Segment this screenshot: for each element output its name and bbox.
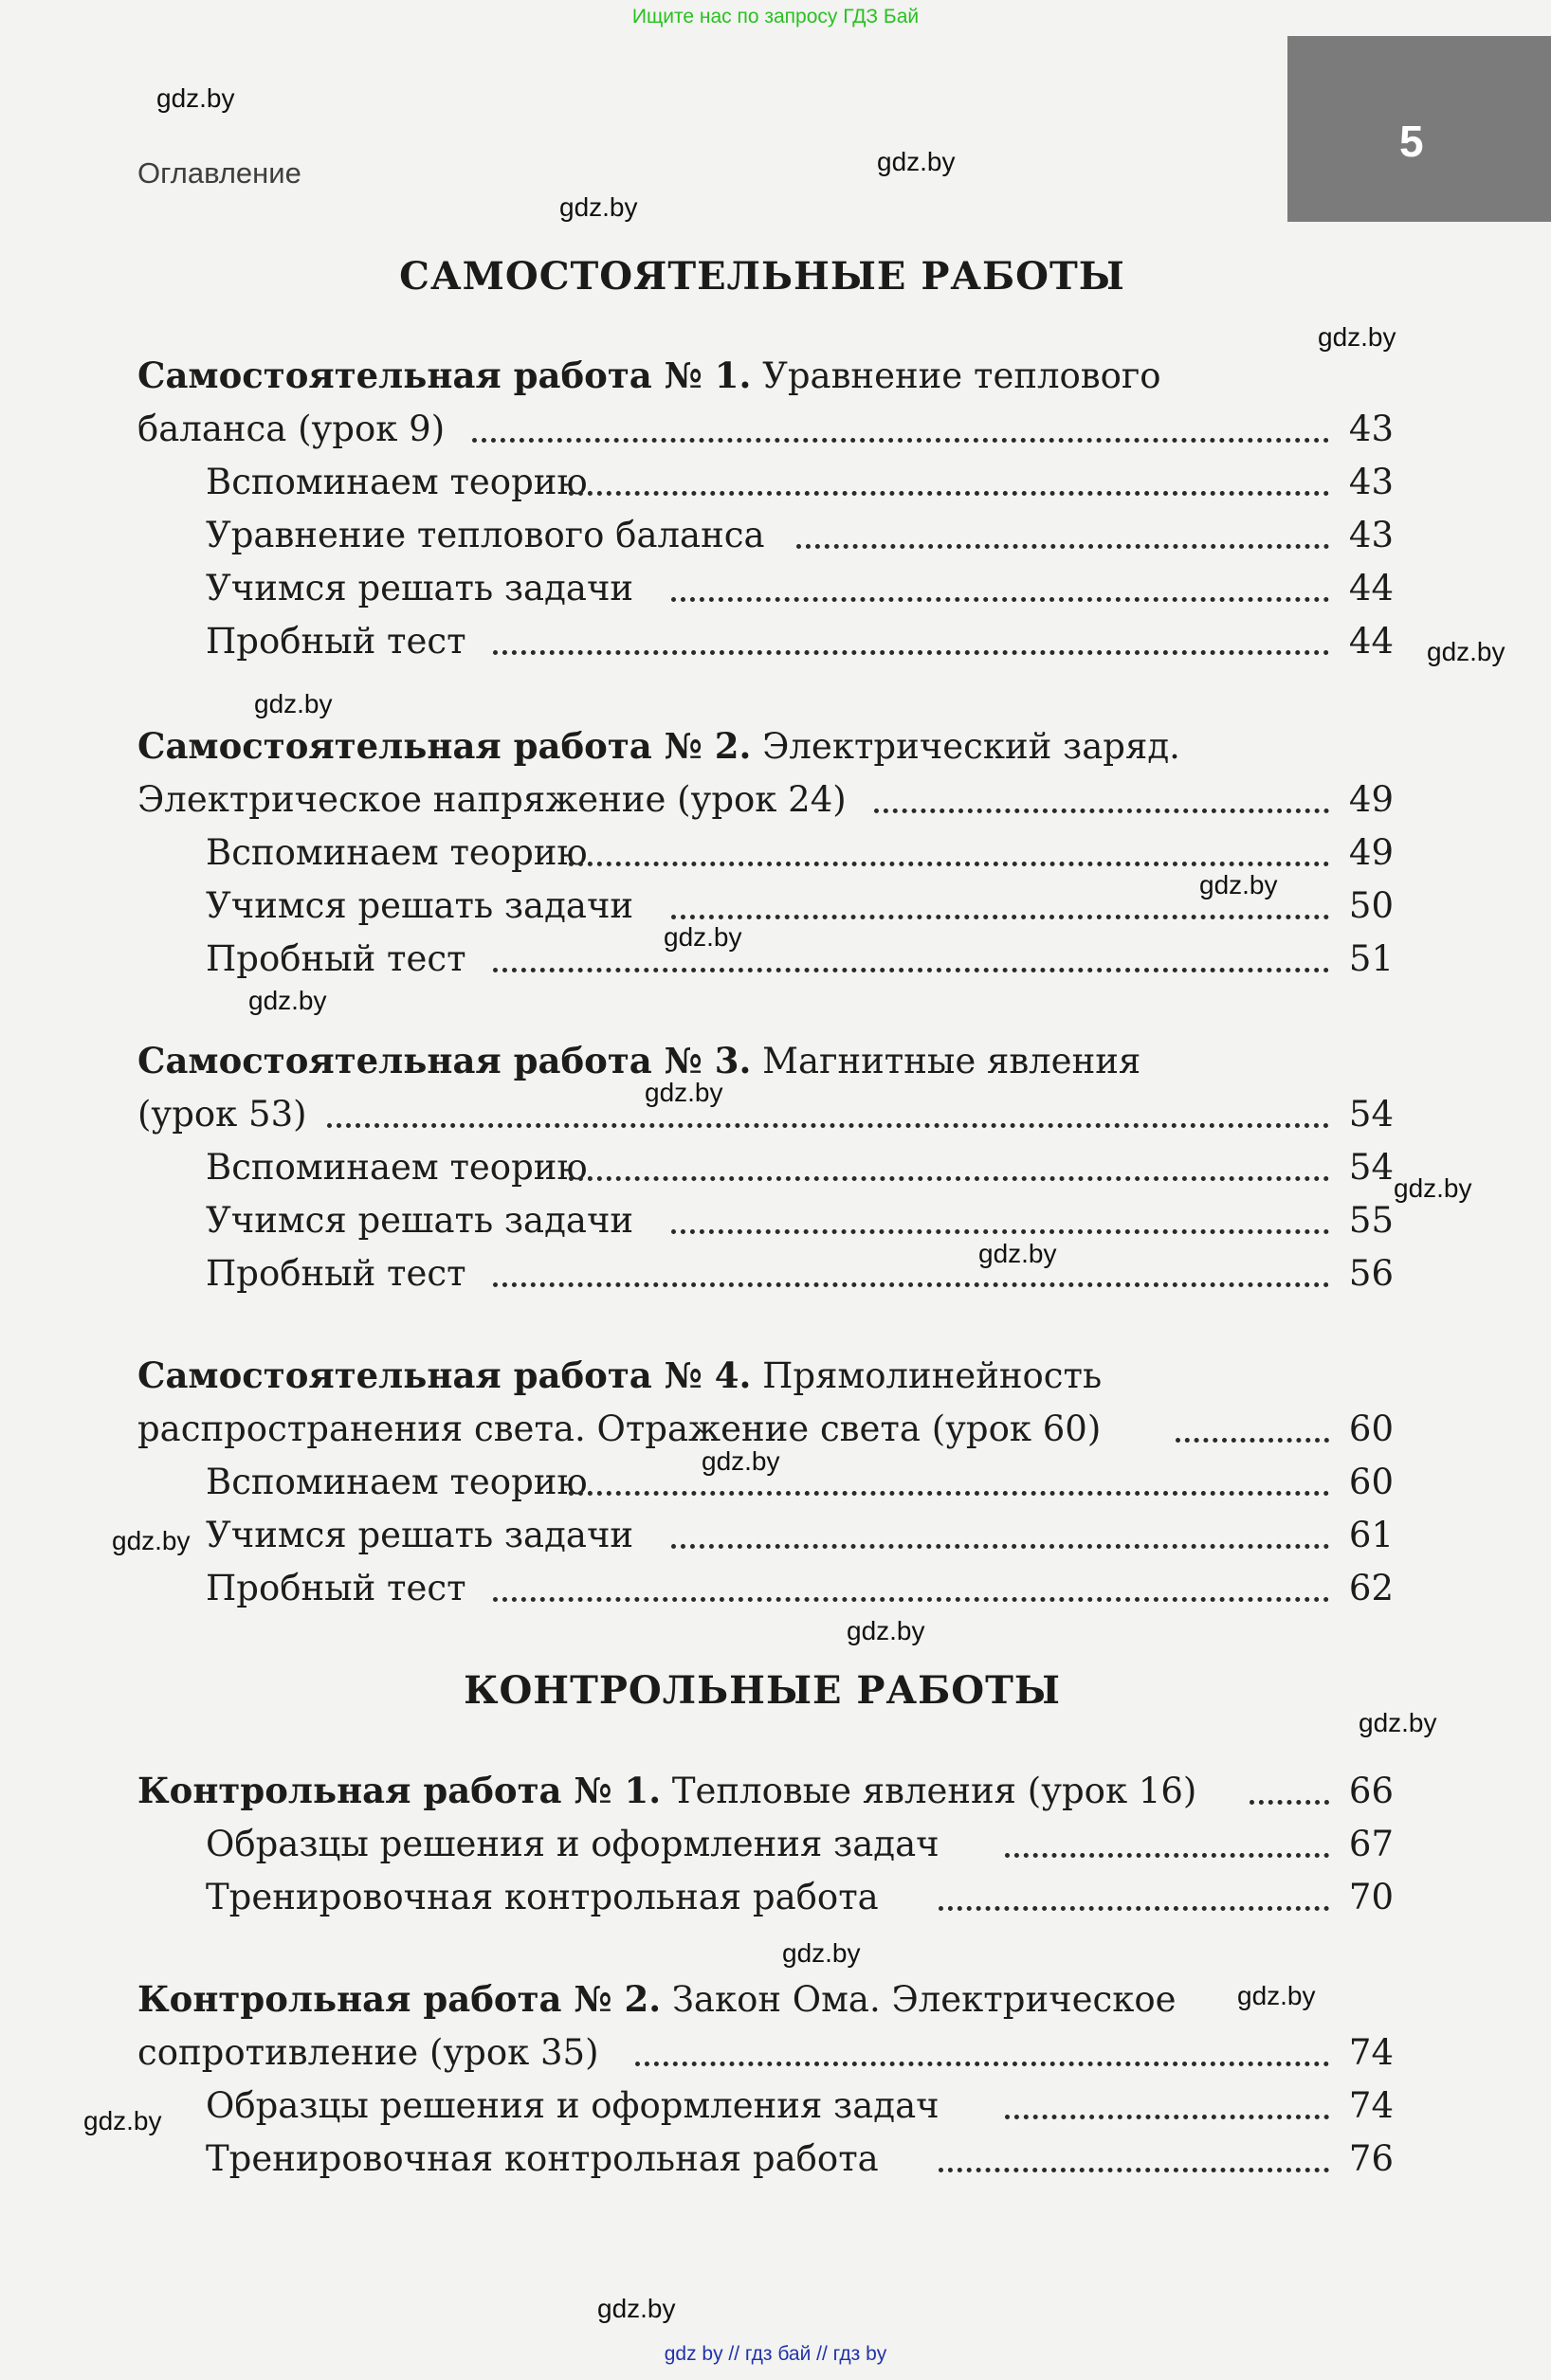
toc-entry[interactable] bbox=[0, 827, 1394, 880]
toc-entry[interactable] bbox=[0, 1456, 1394, 1509]
toc-page-number: 54 bbox=[1348, 1147, 1394, 1188]
toc-entry-label: Пробный тест bbox=[206, 938, 466, 979]
watermark: gdz.by bbox=[254, 689, 333, 718]
page-header: Оглавление bbox=[137, 156, 301, 190]
leader-dots bbox=[472, 438, 1329, 443]
toc-heading bbox=[137, 349, 1161, 403]
toc-entry[interactable] bbox=[0, 1194, 1394, 1247]
watermark: gdz.by bbox=[645, 1078, 723, 1107]
leader-dots bbox=[671, 597, 1329, 602]
leader-dots bbox=[671, 1544, 1329, 1549]
leader-dots bbox=[327, 1123, 1329, 1128]
toc-entry[interactable] bbox=[0, 456, 1394, 509]
toc-page-number: 44 bbox=[1348, 621, 1394, 662]
toc-heading bbox=[137, 1349, 1102, 1403]
toc-page-number: 49 bbox=[1348, 779, 1394, 820]
leader-dots bbox=[939, 2168, 1329, 2172]
toc-heading bbox=[137, 1972, 1177, 2026]
section-title-control: КОНТРОЛЬНЫЕ РАБОТЫ bbox=[464, 1668, 1061, 1713]
footer-links[interactable]: gdz by // гдз бай // гдз by bbox=[664, 2343, 887, 2365]
toc-page-number: 61 bbox=[1348, 1515, 1394, 1555]
toc-heading-line1 bbox=[0, 1350, 1394, 1403]
watermark: gdz.by bbox=[1237, 1981, 1316, 2010]
toc-entry-label: Уравнение теплового баланса bbox=[206, 515, 765, 555]
toc-page-number: 62 bbox=[1348, 1568, 1394, 1608]
toc-page-number: 51 bbox=[1348, 938, 1394, 979]
toc-entry-label: Тренировочная контрольная работа bbox=[206, 2138, 879, 2179]
toc-entry-label: Пробный тест bbox=[206, 621, 466, 662]
toc-page-number: 76 bbox=[1348, 2138, 1394, 2179]
leader-dots bbox=[569, 862, 1329, 866]
leader-dots bbox=[493, 968, 1329, 972]
leader-dots bbox=[493, 650, 1329, 655]
toc-entry-label: Пробный тест bbox=[206, 1253, 466, 1294]
toc-page-number: 44 bbox=[1348, 568, 1394, 609]
watermark: gdz.by bbox=[1359, 1708, 1437, 1737]
toc-entry-label: Учимся решать задачи bbox=[206, 885, 634, 926]
toc-page-number: 56 bbox=[1348, 1253, 1394, 1294]
leader-dots bbox=[796, 544, 1329, 549]
watermark: gdz.by bbox=[248, 986, 327, 1015]
watermark: gdz.by bbox=[1427, 637, 1505, 666]
leader-dots bbox=[874, 808, 1329, 813]
leader-dots bbox=[569, 491, 1329, 496]
toc-entry-label: Вспоминаем теорию bbox=[206, 832, 588, 873]
toc-entry[interactable] bbox=[0, 773, 1394, 827]
toc-entry-label: распространения света. Отражение света (урок 60) bbox=[137, 1408, 1102, 1449]
leader-dots bbox=[569, 1491, 1329, 1496]
toc-entry-label: Тренировочная контрольная работа bbox=[206, 1877, 879, 1917]
toc-page-number: 67 bbox=[1348, 1824, 1394, 1864]
toc-entry[interactable] bbox=[0, 403, 1394, 456]
toc-entry-label: Вспоминаем теорию bbox=[206, 1462, 588, 1502]
watermark: gdz.by bbox=[978, 1239, 1057, 1268]
toc-heading-bold: Самостоятельная работа № 3. bbox=[137, 1040, 752, 1081]
leader-dots bbox=[671, 1229, 1329, 1234]
watermark: gdz.by bbox=[156, 83, 235, 113]
toc-heading-line1 bbox=[0, 1973, 1394, 2026]
toc-heading-bold: Самостоятельная работа № 4. bbox=[137, 1354, 752, 1396]
leader-dots bbox=[1176, 1438, 1329, 1443]
page-number: 5 bbox=[1399, 117, 1424, 166]
toc-heading bbox=[137, 719, 1180, 773]
leader-dots bbox=[493, 1597, 1329, 1602]
toc-entry[interactable] bbox=[0, 1818, 1394, 1871]
toc-entry-label: Учимся решать задачи bbox=[206, 568, 634, 609]
toc-entry[interactable] bbox=[0, 2133, 1394, 2186]
toc-entry[interactable] bbox=[0, 1247, 1394, 1300]
watermark: gdz.by bbox=[782, 1938, 861, 1968]
toc-entry-label: Учимся решать задачи bbox=[206, 1515, 634, 1555]
toc-heading-line1 bbox=[0, 720, 1394, 773]
toc-entry-label: Электрическое напряжение (урок 24) bbox=[137, 779, 847, 820]
toc-entry-label: Образцы решения и оформления задач bbox=[206, 1824, 940, 1864]
leader-dots bbox=[1005, 1853, 1329, 1858]
toc-entry[interactable] bbox=[0, 509, 1394, 562]
toc-entry-label: Пробный тест bbox=[206, 1568, 466, 1608]
watermark: gdz.by bbox=[702, 1446, 780, 1476]
top-banner-link[interactable]: Ищите нас по запросу ГДЗ Бай bbox=[631, 6, 920, 27]
toc-entry[interactable] bbox=[0, 1871, 1394, 1924]
toc-page-number: 50 bbox=[1348, 885, 1394, 926]
leader-dots bbox=[939, 1906, 1329, 1911]
toc-heading-bold: Самостоятельная работа № 2. bbox=[137, 725, 752, 767]
toc-page-number: 54 bbox=[1348, 1094, 1394, 1135]
toc-heading bbox=[137, 1034, 1140, 1088]
toc-entry[interactable] bbox=[0, 2026, 1394, 2080]
toc-heading-bold: Контрольная работа № 2. bbox=[137, 1978, 662, 2020]
toc-entry[interactable] bbox=[0, 1562, 1394, 1615]
toc-heading-rest: Уравнение теплового bbox=[751, 355, 1161, 396]
toc-heading-rest: Тепловые явления (урок 16) bbox=[661, 1771, 1197, 1811]
toc-entry-label: сопротивление (урок 35) bbox=[137, 2032, 599, 2073]
toc-entry[interactable] bbox=[0, 1403, 1394, 1456]
toc-entry[interactable] bbox=[0, 1509, 1394, 1562]
toc-heading-rest: Магнитные явления bbox=[751, 1041, 1141, 1081]
toc-entry[interactable] bbox=[0, 615, 1394, 668]
toc-page-number: 66 bbox=[1348, 1771, 1394, 1811]
leader-dots bbox=[671, 915, 1329, 919]
leader-dots bbox=[1005, 2115, 1329, 2119]
toc-page-number: 74 bbox=[1348, 2085, 1394, 2126]
toc-entry-label: Вспоминаем теорию bbox=[206, 1147, 588, 1188]
toc-page-number: 70 bbox=[1348, 1877, 1394, 1917]
watermark: gdz.by bbox=[112, 1526, 191, 1555]
leader-dots bbox=[493, 1282, 1329, 1287]
toc-heading-line1 bbox=[0, 350, 1394, 403]
watermark: gdz.by bbox=[1199, 870, 1278, 899]
toc-page-number: 43 bbox=[1348, 409, 1394, 449]
toc-heading-rest: Электрический заряд. bbox=[751, 726, 1180, 767]
toc-entry[interactable] bbox=[0, 562, 1394, 615]
toc-page-number: 43 bbox=[1348, 462, 1394, 502]
leader-dots bbox=[569, 1176, 1329, 1181]
watermark: gdz.by bbox=[877, 147, 956, 176]
watermark: gdz.by bbox=[559, 192, 638, 222]
watermark: gdz.by bbox=[1394, 1173, 1472, 1203]
toc-heading bbox=[137, 1764, 1196, 1818]
toc-entry[interactable] bbox=[0, 2080, 1394, 2133]
toc-page-number: 60 bbox=[1348, 1462, 1394, 1502]
toc-heading-rest: Закон Ома. Электрическое bbox=[661, 1979, 1177, 2020]
watermark: gdz.by bbox=[847, 1616, 925, 1645]
leader-dots bbox=[635, 2062, 1329, 2066]
toc-heading-bold: Самостоятельная работа № 1. bbox=[137, 354, 752, 396]
toc-page-number: 74 bbox=[1348, 2032, 1394, 2073]
toc-entry-label: баланса (урок 9) bbox=[137, 409, 446, 449]
watermark: gdz.by bbox=[83, 2106, 162, 2135]
leader-dots bbox=[1250, 1800, 1329, 1805]
section-title-independent: САМОСТОЯТЕЛЬНЫЕ РАБОТЫ bbox=[399, 254, 1125, 299]
toc-page-number: 43 bbox=[1348, 515, 1394, 555]
toc-page-number: 60 bbox=[1348, 1408, 1394, 1449]
toc-entry-label: Вспоминаем теорию bbox=[206, 462, 588, 502]
toc-entry[interactable] bbox=[0, 1141, 1394, 1194]
watermark: gdz.by bbox=[597, 2294, 676, 2323]
watermark: gdz.by bbox=[1318, 322, 1396, 352]
toc-entry-label: Учимся решать задачи bbox=[206, 1200, 634, 1241]
toc-entry[interactable] bbox=[0, 1765, 1394, 1818]
toc-page-number: 49 bbox=[1348, 832, 1394, 873]
toc-entry-label: Образцы решения и оформления задач bbox=[206, 2085, 940, 2126]
toc-heading-rest: Прямолинейность bbox=[751, 1355, 1103, 1396]
watermark: gdz.by bbox=[664, 922, 742, 952]
toc-page-number: 55 bbox=[1348, 1200, 1394, 1241]
toc-heading-bold: Контрольная работа № 1. bbox=[137, 1770, 662, 1811]
toc-entry-label: (урок 53) bbox=[137, 1094, 307, 1135]
